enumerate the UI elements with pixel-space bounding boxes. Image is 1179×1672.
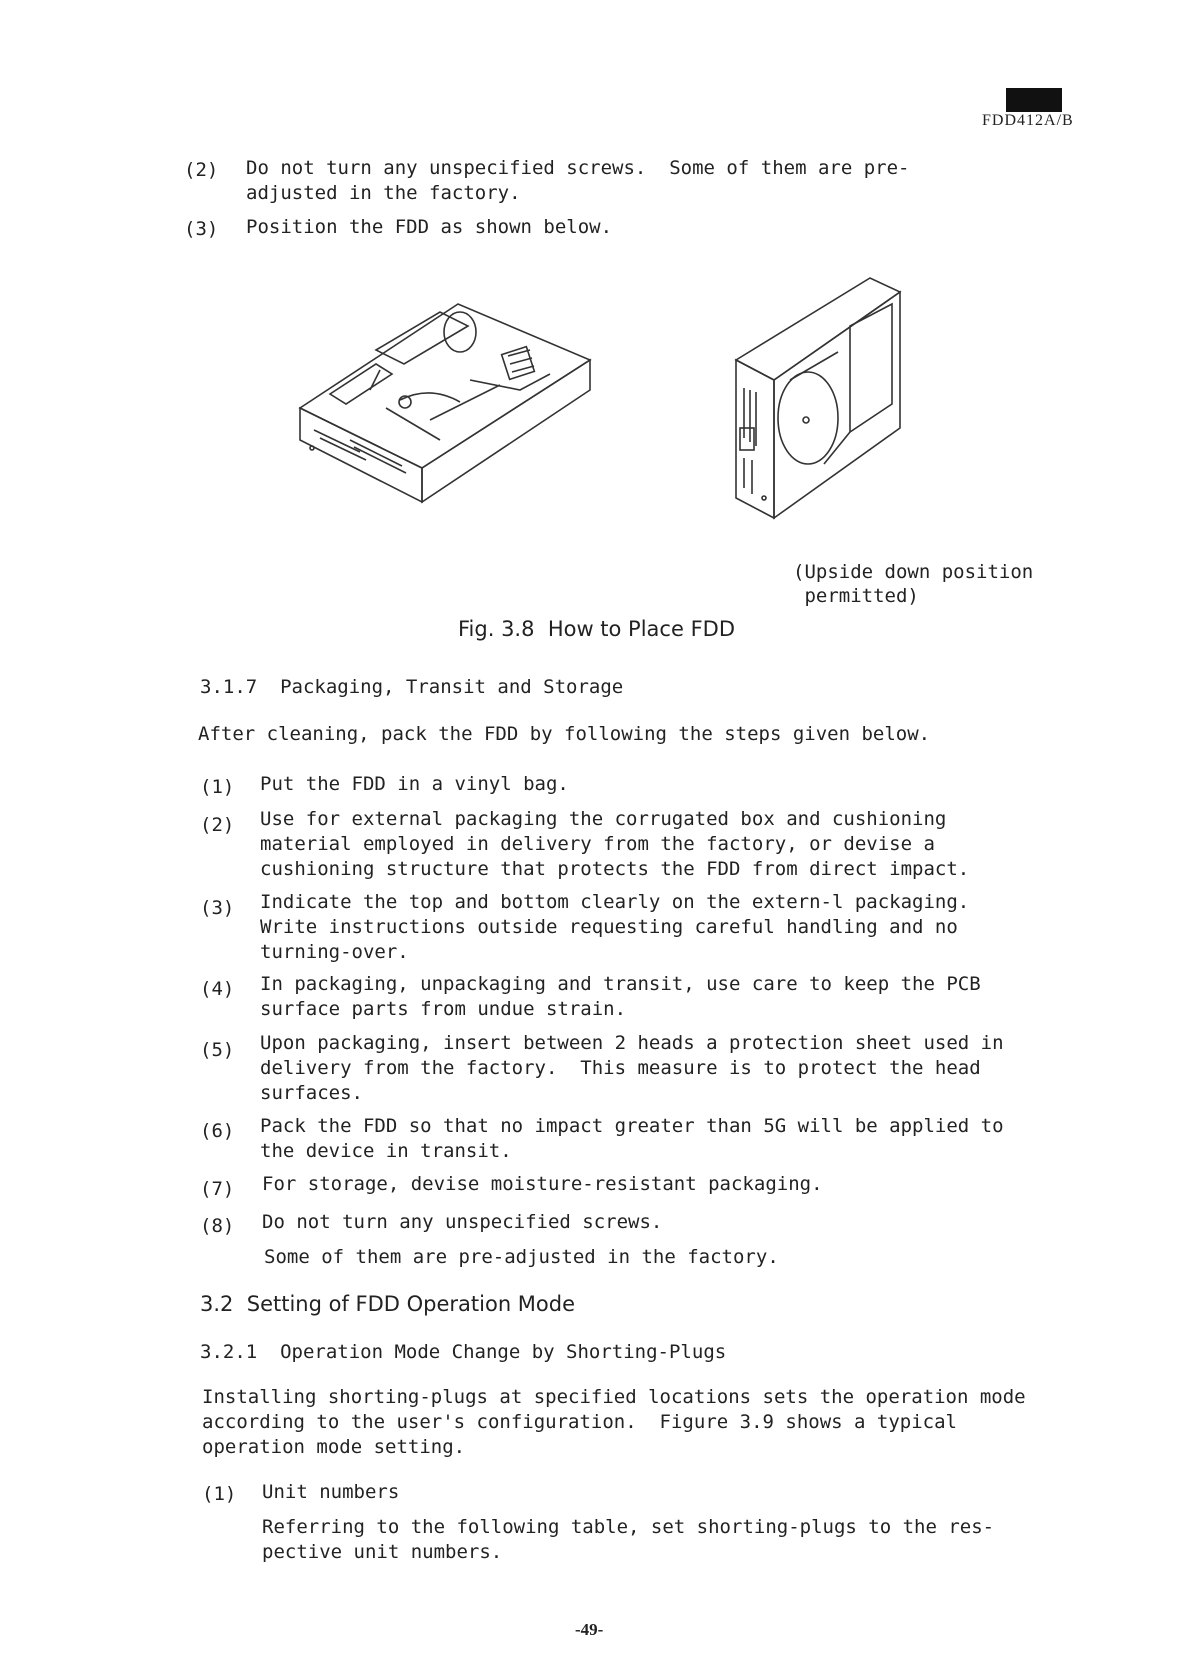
item-text-line: the device in transit. (260, 1140, 512, 1162)
item-text-line: pective unit numbers. (262, 1541, 503, 1563)
section-title: 3.1.7 Packaging, Transit and Storage (200, 676, 624, 698)
fdd-horizontal-drawing (290, 290, 610, 520)
item-text-line: Use for external packaging the corrugated box and cushioning (260, 808, 947, 830)
item-number: (3) (184, 218, 219, 240)
paragraph-line: operation mode setting. (202, 1436, 466, 1458)
section-intro: After cleaning, pack the FDD by following the steps given below. (198, 723, 931, 745)
item-text-line: Do not turn any unspecified screws. Some of them are pre- (246, 157, 910, 179)
item-number: (3) (200, 897, 235, 919)
item-number: (6) (200, 1120, 235, 1142)
item-text-line: delivery from the factory. This measure is to protect the head (260, 1057, 981, 1079)
paragraph-line: according to the user's configuration. Figure 3.9 shows a typical (202, 1411, 957, 1433)
item-text-line: Pack the FDD so that no impact greater than 5G will be applied to (260, 1115, 1004, 1137)
item-text-line: Indicate the top and bottom clearly on the extern-l packaging. (260, 891, 970, 913)
item-text-line: Upon packaging, insert between 2 heads a protection sheet used in (260, 1032, 1004, 1054)
page-number: -49- (575, 1620, 604, 1639)
item-text-line: Position the FDD as shown below. (246, 216, 613, 238)
item-text-line: Write instructions outside requesting careful handling and no (260, 916, 958, 938)
item-text-line: adjusted in the factory. (246, 182, 521, 204)
item-number: (2) (200, 814, 235, 836)
fdd-upright-drawing (730, 268, 920, 528)
item-text-line: Put the FDD in a vinyl bag. (260, 773, 569, 795)
item-text-line: Some of them are pre-adjusted in the factory. (264, 1246, 779, 1268)
item-number: (2) (184, 159, 219, 181)
item-text-line: For storage, devise moisture-resistant packaging. (262, 1173, 823, 1195)
item-text-line: In packaging, unpackaging and transit, use care to keep the PCB (260, 973, 981, 995)
figure-side-note-line: (Upside down position (793, 561, 1034, 583)
item-text-line: cushioning structure that protects the FDD from direct impact. (260, 858, 970, 880)
figure-caption: Fig. 3.8 How to Place FDD (458, 617, 735, 641)
item-number: (1) (202, 1483, 237, 1505)
item-text-line: Do not turn any unspecified screws. (262, 1211, 663, 1233)
document-id: FDD412A/B (982, 112, 1074, 129)
section-heading: 3.2 Setting of FDD Operation Mode (200, 1292, 576, 1316)
subsection-title: 3.2.1 Operation Mode Change by Shorting-Plugs (200, 1341, 727, 1363)
item-number: (7) (200, 1178, 235, 1200)
item-text-line: Referring to the following table, set shorting-plugs to the res- (262, 1516, 995, 1538)
item-text-line: surfaces. (260, 1082, 363, 1104)
item-text-line: turning-over. (260, 941, 409, 963)
paragraph-line: Installing shorting-plugs at specified locations sets the operation mode (202, 1386, 1026, 1408)
item-title: Unit numbers (262, 1481, 400, 1503)
item-text-line: surface parts from undue strain. (260, 998, 627, 1020)
item-number: (1) (200, 776, 235, 798)
item-text-line: material employed in delivery from the factory, or devise a (260, 833, 935, 855)
item-number: (4) (200, 978, 235, 1000)
item-number: (8) (200, 1215, 235, 1237)
header-black-bar (1006, 88, 1062, 112)
figure-side-note-line: permitted) (793, 585, 919, 607)
item-number: (5) (200, 1039, 235, 1061)
